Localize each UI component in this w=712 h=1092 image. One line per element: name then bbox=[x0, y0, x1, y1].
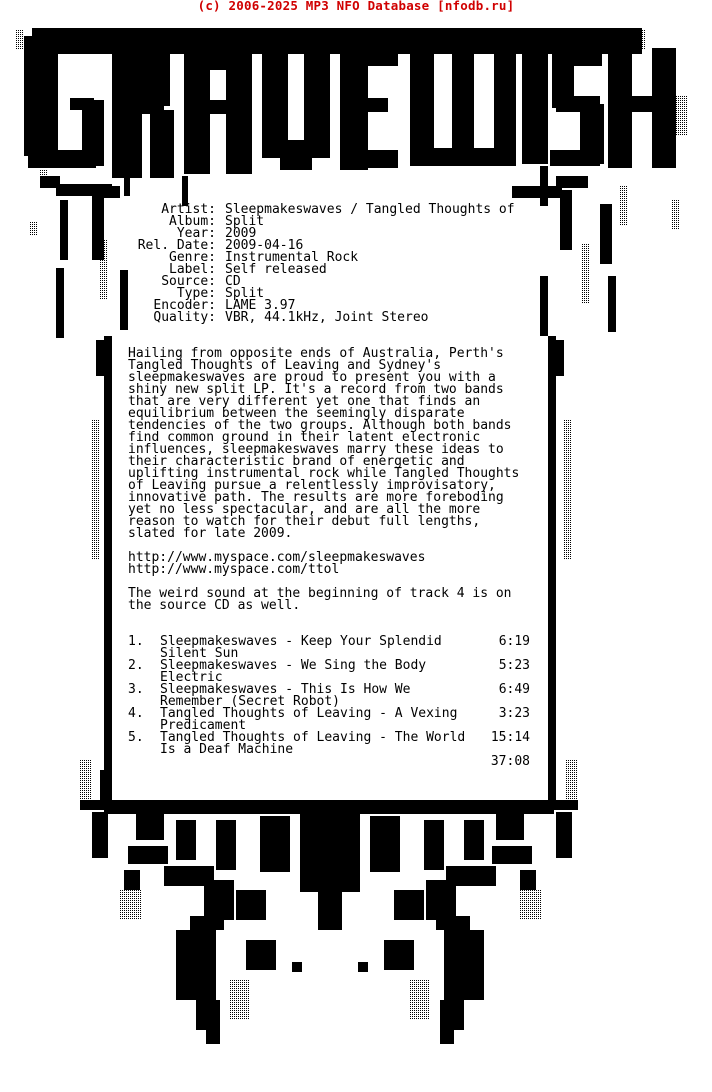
release-description-block bbox=[128, 348, 536, 624]
bottom-emblem bbox=[80, 800, 578, 1044]
source-note: The weird sound at the beginning of track 4 is on the source CD as well. bbox=[128, 586, 512, 613]
description-text: Hailing from opposite ends of Australia, Perth's Tangled Thoughts of Leaving and Sydney's sleepmakeswaves are proud to present you with a shiny new split LP. It's a record from two bands that are very different yet one that finds an equilibrium between the seemingly disparate tendencies of the two groups. Although both bands find common ground in their latent electronic influences, sleepmakeswaves marry these ideas to their characteristic brand of energetic and uplifting instrumental rock while Tangled Thoughts of Leaving pursue a relentlessly improvisatory, innovative path. The results are more foreboding yet no less spectacular, and are all the more reason to watch for their debut full lengths, slated for late 2009. bbox=[128, 346, 520, 541]
info-key: Genre: bbox=[169, 250, 216, 265]
track-title: Sleepmakeswaves - This Is How We Remember (Secret Robot) bbox=[160, 682, 411, 709]
info-key: Label: bbox=[169, 262, 216, 277]
track-duration: 6:19 bbox=[498, 634, 530, 649]
info-row bbox=[112, 312, 536, 324]
link-ttol[interactable]: http://www.myspace.com/ttol bbox=[128, 562, 340, 577]
info-value: Split bbox=[225, 286, 265, 301]
release-info bbox=[112, 204, 536, 324]
track-num: 2. bbox=[128, 658, 144, 673]
info-value: CD bbox=[225, 274, 241, 289]
track-duration: 6:49 bbox=[498, 682, 530, 697]
info-key: Album: bbox=[169, 214, 216, 229]
info-row bbox=[112, 216, 536, 228]
track-row bbox=[128, 732, 530, 756]
info-value: Split bbox=[225, 214, 265, 229]
track-duration: 5:23 bbox=[498, 658, 530, 673]
track-row bbox=[128, 708, 530, 732]
info-row bbox=[112, 276, 536, 288]
info-value: 2009 bbox=[225, 226, 257, 241]
copyright-banner: (c) 2006-2025 MP3 NFO Database [nfodb.ru] bbox=[197, 0, 515, 13]
track-row bbox=[128, 660, 530, 684]
track-title: Tangled Thoughts of Leaving - The World Is a Deaf Machine bbox=[160, 730, 466, 757]
info-value: Self released bbox=[225, 262, 327, 277]
track-title: Sleepmakeswaves - Keep Your Splendid Silent Sun bbox=[160, 634, 442, 661]
info-key: Quality: bbox=[153, 310, 216, 325]
info-key: Encoder: bbox=[153, 298, 216, 313]
track-duration: 15:14 bbox=[490, 730, 530, 745]
info-value: Sleepmakeswaves / Tangled Thoughts of bbox=[225, 202, 515, 217]
info-key: Rel. Date: bbox=[137, 238, 216, 253]
track-title: Sleepmakeswaves - We Sing the Body Electric bbox=[160, 658, 427, 685]
info-value: VBR, 44.1kHz, Joint Stereo bbox=[225, 310, 429, 325]
link-sleepmakeswaves[interactable]: http://www.myspace.com/sleepmakeswaves bbox=[128, 550, 426, 565]
track-row bbox=[128, 636, 530, 660]
track-row bbox=[128, 684, 530, 708]
track-num: 1. bbox=[128, 634, 144, 649]
track-title: Tangled Thoughts of Leaving - A Vexing Predicament bbox=[160, 706, 458, 733]
info-value: LAME 3.97 bbox=[225, 298, 296, 313]
track-num: 3. bbox=[128, 682, 144, 697]
info-key: Type: bbox=[176, 286, 216, 301]
info-value: Instrumental Rock bbox=[225, 250, 359, 265]
info-key: Source: bbox=[161, 274, 216, 289]
total-duration: 37:08 bbox=[490, 754, 530, 769]
info-key: Year: bbox=[176, 226, 216, 241]
info-key: Artist: bbox=[161, 202, 216, 217]
tracklist bbox=[128, 636, 530, 756]
info-value: 2009-04-16 bbox=[225, 238, 304, 253]
track-num: 4. bbox=[128, 706, 144, 721]
link-list bbox=[128, 552, 536, 576]
track-num: 5. bbox=[128, 730, 144, 745]
track-duration: 3:23 bbox=[498, 706, 530, 721]
